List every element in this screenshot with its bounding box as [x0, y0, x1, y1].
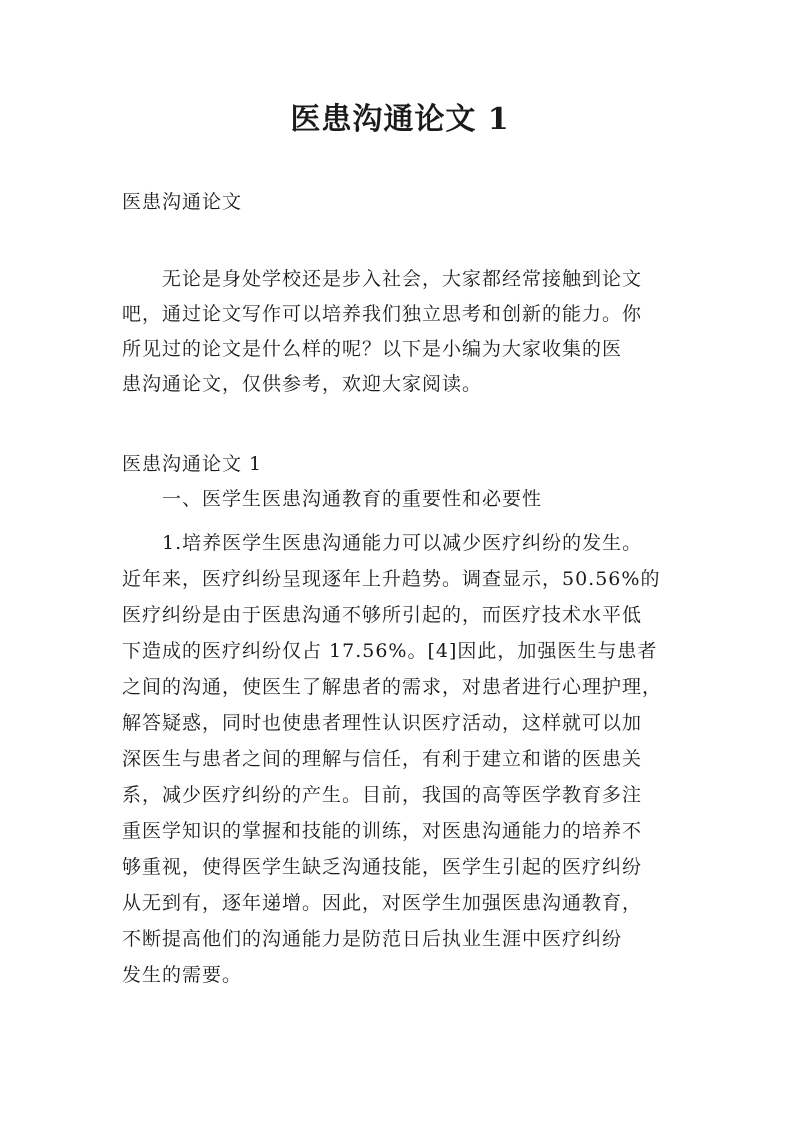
body-line: 系，减少医疗纠纷的产生。目前，我国的高等医学教育多注: [122, 784, 643, 806]
subheading: 一、医学生医患沟通教育的重要性和必要性: [162, 488, 543, 510]
body-line: 发生的需要。: [122, 964, 243, 986]
body-line: 够重视，使得医学生缺乏沟通技能，医学生引起的医疗纠纷: [122, 856, 643, 878]
document-subtitle: 医患沟通论文: [122, 191, 243, 213]
body-line: 1.培养医学生医患沟通能力可以减少医疗纠纷的发生。: [162, 532, 643, 554]
section-heading: 医患沟通论文 1: [122, 453, 263, 475]
body-line: 深医生与患者之间的理解与信任，有利于建立和谐的医患关: [122, 748, 643, 770]
body-line: 不断提高他们的沟通能力是防范日后执业生涯中医疗纠纷: [122, 928, 623, 950]
body-line: 之间的沟通，使医生了解患者的需求，对患者进行心理护理，: [122, 676, 663, 698]
body-line: 近年来，医疗纠纷呈现逐年上升趋势。调查显示，50.56%的: [122, 568, 661, 590]
body-line: 从无到有，逐年递增。因此，对医学生加强医患沟通教育，: [122, 892, 643, 914]
intro-line: 所见过的论文是什么样的呢？以下是小编为大家收集的医: [122, 338, 623, 360]
intro-line: 吧，通过论文写作可以培养我们独立思考和创新的能力。你: [122, 303, 643, 325]
intro-line: 患沟通论文，仅供参考，欢迎大家阅读。: [122, 373, 483, 395]
body-line: 医疗纠纷是由于医患沟通不够所引起的，而医疗技术水平低: [122, 604, 643, 626]
body-line: 解答疑惑，同时也使患者理性认识医疗活动，这样就可以加: [122, 712, 643, 734]
body-line: 重医学知识的掌握和技能的训练，对医患沟通能力的培养不: [122, 820, 643, 842]
body-line: 下造成的医疗纠纷仅占 17.56%。[4]因此，加强医生与患者: [122, 640, 658, 662]
document-title: 医患沟通论文 1: [290, 102, 510, 137]
intro-line: 无论是身处学校还是步入社会，大家都经常接触到论文: [162, 268, 643, 290]
